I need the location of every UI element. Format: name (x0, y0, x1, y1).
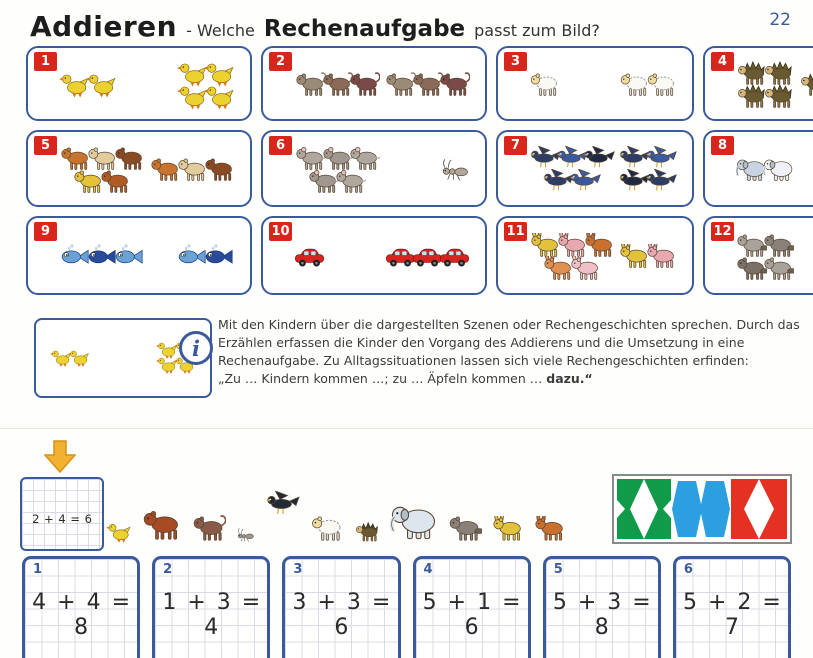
procession-animal-sheep (310, 515, 344, 548)
animal-scene-fish (28, 218, 250, 293)
picture-grid (26, 46, 788, 295)
page-title (30, 10, 600, 43)
pattern-strip (612, 474, 792, 544)
animal-scene-sheep (498, 48, 692, 119)
answer-number: 4 (423, 562, 433, 577)
procession-animal-rabbit (534, 516, 566, 548)
answer-number: 5 (553, 562, 563, 577)
procession-animal-ant (236, 527, 256, 548)
animal-scene-birds (498, 132, 692, 205)
teacher-note-line: Erzählen erfassen die Kinder den Vorgang des Addierens und die Umsetzung in eine (218, 335, 745, 350)
box-number-badge: 1 (34, 52, 57, 71)
info-icon: i (179, 331, 213, 365)
animal-scene-bears (28, 132, 250, 205)
teacher-note-line: Mit den Kindern über die dargestellten Szenen oder Rechengeschichten sprechen. Durch das (218, 317, 800, 332)
procession-animal-hedgehog (354, 522, 380, 548)
picture-box-11 (496, 216, 694, 295)
procession-animal-beaver (448, 515, 482, 548)
box-number-badge: 5 (34, 136, 57, 155)
picture-box-7 (496, 130, 694, 207)
equation-example-text: 2 + 4 = 6 (32, 511, 92, 526)
answer-equation: 3 + 3 = 6 (292, 590, 391, 640)
title-tail: passt zum Bild? (474, 21, 600, 40)
answer-row (22, 556, 791, 658)
box-number-badge: 3 (504, 52, 527, 71)
answer-box-5 (543, 556, 661, 658)
picture-box-1 (26, 46, 252, 121)
page-seam-divider (0, 428, 813, 429)
animal-scene-rabbits (498, 218, 692, 293)
box-number-badge: 4 (711, 52, 734, 71)
picture-box-12 (703, 216, 813, 295)
procession-animal-elephant (390, 503, 438, 548)
procession-animal-duck (106, 522, 132, 548)
answer-box-2 (152, 556, 270, 658)
answer-box-1 (22, 556, 140, 658)
page-number: 22 (769, 10, 791, 30)
teacher-note (218, 316, 800, 388)
teacher-note-quote: „Zu … Kindern kommen …; zu … Äpfeln kommen … dazu.“ (218, 371, 593, 386)
answer-number: 3 (293, 562, 303, 577)
procession-animal-bear (142, 509, 182, 548)
answer-equation: 5 + 1 = 6 (422, 590, 521, 640)
procession-animal-rabbit (492, 516, 524, 548)
box-number-badge: 11 (504, 222, 527, 241)
answer-number: 1 (33, 562, 43, 577)
procession-animal-bird (266, 491, 300, 524)
answer-box-4 (413, 556, 531, 658)
answer-equation: 5 + 2 = 7 (683, 590, 781, 640)
title-emphasis: Rechenaufgabe (263, 16, 466, 42)
title-main: Addieren (30, 10, 178, 43)
animal-scene-cars (263, 218, 485, 293)
box-number-badge: 7 (504, 136, 527, 155)
box-number-badge: 9 (34, 222, 57, 241)
box-number-badge: 12 (711, 222, 734, 241)
box-number-badge: 2 (269, 52, 292, 71)
picture-box-2 (261, 46, 487, 121)
down-arrow-icon (44, 440, 76, 473)
animal-scene-mice (263, 132, 485, 205)
answer-equation: 1 + 3 = 4 (162, 590, 261, 640)
box-number-badge: 6 (269, 136, 292, 155)
picture-box-10 (261, 216, 487, 295)
answer-number: 6 (683, 562, 693, 577)
picture-box-3 (496, 46, 694, 121)
answer-box-3 (282, 556, 400, 658)
box-number-badge: 8 (711, 136, 734, 155)
picture-box-9 (26, 216, 252, 295)
picture-box-5 (26, 130, 252, 207)
picture-box-4 (703, 46, 813, 121)
answer-equation: 4 + 4 = 8 (32, 590, 130, 640)
animal-scene-ducks (28, 48, 250, 119)
picture-box-8 (703, 130, 813, 207)
procession-animal-monkey (192, 515, 226, 548)
picture-box-6 (261, 130, 487, 207)
title-mid: - Welche (186, 21, 255, 40)
answer-number: 2 (163, 562, 173, 577)
animal-scene-monkeys (263, 48, 485, 119)
equation-example-box (20, 477, 104, 551)
animal-procession (106, 478, 608, 548)
answer-box-6 (673, 556, 791, 658)
box-number-badge: 10 (269, 222, 292, 241)
teacher-note-line: Rechenaufgabe. Zu Alltagssituationen lassen sich viele Rechengeschichten erfinden: (218, 353, 749, 368)
answer-equation: 5 + 3 = 8 (552, 590, 651, 640)
